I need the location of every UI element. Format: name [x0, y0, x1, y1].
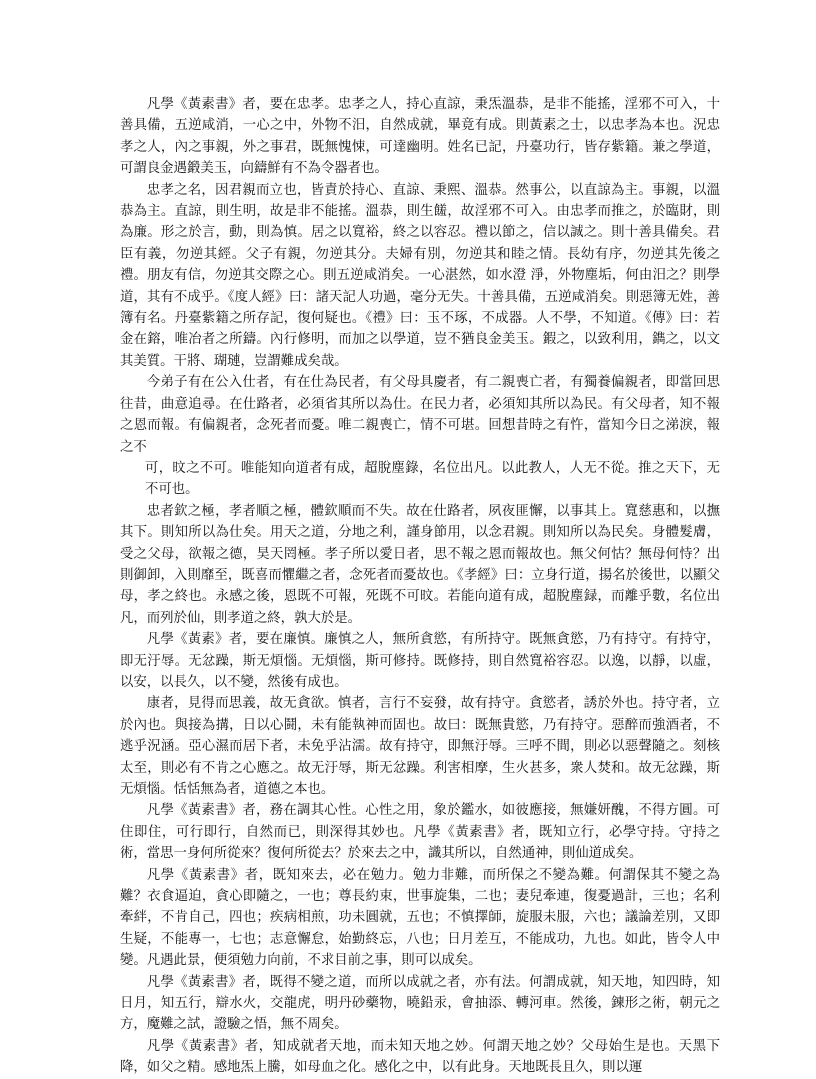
- paragraph-3-continued: 可，旼之不可。唯能知向道者有成，超脫塵錄，名位出凡。以此教人，人无不從。推之天下，无不可也。: [145, 460, 720, 498]
- paragraph-7: 凡學《黃素書》者，務在調其心性。心性之用，象於鑑水，如彼應接，無嫌妍醜，不得方圓。可住即住，可行即行，自然而已，則深得其妙也。凡學《黃素書》者，既知立行，必學守持。守持之術，當思一身何所從來？復何所從去？於來去之中，識其所以，自然通神，則仙道成矣。: [120, 803, 720, 862]
- paragraph-10: 凡學《黃素書》者，知成就者天地，而未知天地之妙。何謂天地之妙？父母始生是也。天黑下降，如父之精。感地炁上騰，如母血之化。感化之中，以有此身。天地既長且久，則以運: [120, 1038, 720, 1076]
- paragraph-1: 凡學《黃素書》者，要在忠孝。忠孝之人，持心直諒，秉炁溫恭，是非不能搖，淫邪不可入，十善具備，五逆咸消，一心之中，外物不汨，自然成就，畢竟有成。則黃素之士，以忠孝為本也。況忠孝之人，內之事親，外之事君，既無愧悚，可達幽明。姓名已記，丹臺功行，皆存紫籍。兼之學道，可謂良金遇鍛美玉，向鑄鮮有不為令器者也。: [120, 97, 720, 177]
- paragraph-9: 凡學《黃素書》者，既得不變之道，而所以成就之者，亦有法。何謂成就，知天地，知四時，知日月，知五行，辯水火，交龍虎，明丹砂藥物，曉鉛汞，會抽添、轉河車。然後，鍊形之術，朝元之方，魔難之試，證驗之悟，無不周矣。: [120, 974, 720, 1033]
- paragraph-6: 康者，見得而思義，故无貪欲。慎者，言行不妄發，故有持守。貪慾者，誘於外也。持守者，立於內也。與接為搆，日以心鬪，未有能執神而固也。故曰：既無貴慾，乃有持守。惡醉而強酒者，不逃乎況涵。亞心濕而居下者，未免乎沾濡。故有持守，即無汙辱。三呼不間，則必以惡聲隨之。刻核太至，則必有不肯之心應之。故无汙辱，斯无忿躁。利害相摩，生火甚多，衆人焚和。故无忿躁，斯无煩惱。恬恬無為者，道德之本也。: [120, 696, 720, 797]
- paragraph-3: 今弟子有在公入仕者，有在仕為民者，有父母具慶者，有二親喪亡者，有獨養偏親者，即當回思往昔，曲意追尋。在仕路者，必須省其所以為仕。在民力者，必須知其所以為民。有父母者，知不報之恩而報。有偏親者，念死者而憂。唯二親喪亡，情不可堪。回想昔時之有忤，當知今日之涕淚，報之不: [120, 375, 720, 455]
- paragraph-5: 凡學《黃素》者，要在廉慎。廉慎之人，無所貪慾，有所持守。既無貪慾，乃有持守。有持守，即无汙辱。无忿躁，斯无煩惱。无煩惱，斯可修持。既修持，則自然寬裕容忍。以逸，以靜，以虛，以安，以長久，以不變，然後有成也。: [120, 632, 720, 690]
- paragraph-8: 凡學《黃素書》者，既知來去，必在勉力。勉力非難，而所保之不變為難。何謂保其不變之為難？衣食逼迫，貪心即隨之，一也；尊長約束，世事旋集，二也；妻兒牽連，復憂過計，三也；名利牽絆，不肯自己，四也；疾病相煎，功未圓就，五也；不慎擇師，旋服未服，六也；議論差別，又即生疑，不能專一，七也；志意懈怠，始勤終忘，八也；日月差互，不能成功，九也。如此，皆令人中變。凡遇此景，便須勉力向前，不求目前之事，則可以成矣。: [120, 867, 720, 969]
- paragraph-2: 忠孝之名，因君親而立也，皆責於持心、直諒、秉熙、溫恭。然事公，以直諒為主。事親，以溫恭為主。直諒，則生明，故是非不能搖。溫恭，則生饈，故淫邪不可入。由忠孝而推之，於臨財，則為廉。形之於言，動，則為慎。居之以寬裕，終之以容忍。禮以節之，信以誠之。則十善具備矣。君臣有義，勿逆其經。父子有親，勿逆其分。夫婦有別，勿逆其和睦之情。長幼有序，勿逆其先後之禮。朋友有信，勿逆其交際之心。則五逆咸消矣。一心湛然，如水澄 淨，外物塵垢，何由汨之？則學道，其有不成乎。《度人經》曰：諸天記人功過，毫分无失。十善具備，五逆咸消矣。則惡簿无姓，善簿有名。丹臺紫籍之所存記，復何疑也。《禮》曰：玉不琢，不成器。人不學，不知道。《傳》曰：若金在鎔，唯冶者之所鑄。內行修明，而加之以學道，豈不猶良金美玉。鍜之，以致利用，鐫之，以文其美質。干將、瑚璉，豈謂難成矣哉。: [120, 182, 720, 369]
- paragraph-4: 忠者欽之極，孝者順之極，體欽順而不失。故在仕路者，夙夜匪懈，以事其上。寬慈惠和，以撫其下。則知所以為仕矣。用天之道，分地之利，謹身節用，以念君親。則知所以為民矣。身體髮膚，受之父母，欲報之德，昊天罔極。孝子所以愛日者，思不報之恩而報故也。無父何怙？無母何恃？出則御卸，入則靡至，既喜而懼繼之者，念死者而憂故也。《孝經》曰：立身行道，揚名於後世，以顯父母，孝之終也。永感之後，恩既不可報，死既不可旼。若能向道有成，超脫塵録，而離乎數，名位出凡，而列於仙，則孝道之終，孰大於是。: [120, 503, 720, 626]
